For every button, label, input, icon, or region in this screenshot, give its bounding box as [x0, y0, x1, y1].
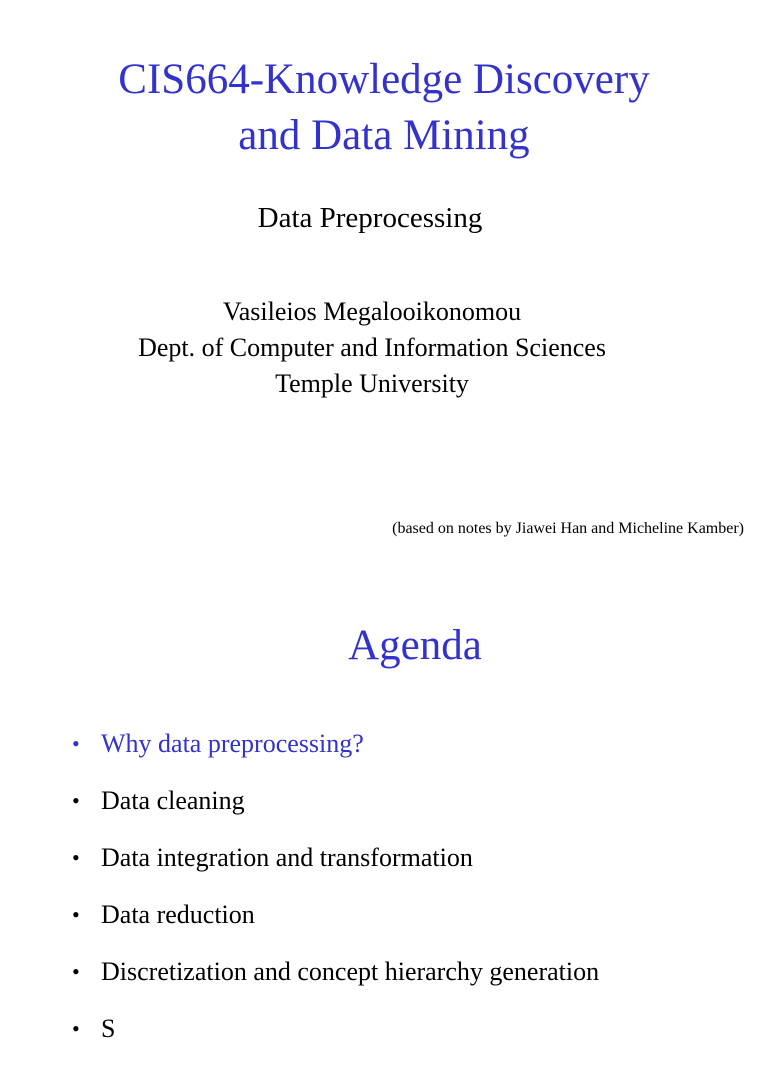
department-name: Dept. of Computer and Information Sciences: [138, 333, 606, 362]
agenda-item: [72, 1013, 599, 1070]
bullet-icon: •: [72, 1016, 80, 1041]
agenda-item: [72, 899, 599, 956]
agenda-item: [72, 956, 599, 1013]
agenda-list: [72, 728, 599, 1070]
agenda-title: Agenda: [348, 622, 482, 669]
bullet-icon: •: [72, 788, 80, 813]
bullet-icon: •: [72, 845, 80, 870]
agenda-item-label: Discretization and concept hierarchy generation: [101, 957, 600, 986]
agenda-item-label: Data integration and transformation: [101, 843, 473, 872]
agenda-item-label: Data reduction: [101, 900, 255, 929]
bullet-icon: •: [72, 731, 80, 756]
slide-subtitle: Data Preprocessing: [257, 202, 483, 234]
slide-title: [0, 52, 768, 164]
agenda-item: [72, 785, 599, 842]
agenda-item: [72, 842, 599, 899]
bullet-icon: •: [72, 902, 80, 927]
agenda-item-label: Why data preprocessing?: [101, 729, 364, 758]
agenda-item-label: S: [101, 1014, 116, 1043]
agenda-item-label: Data cleaning: [101, 786, 245, 815]
university-name: Temple University: [275, 369, 469, 398]
agenda-slide: [0, 590, 768, 1043]
title-line-2: and Data Mining: [238, 112, 530, 159]
author-name: Vasileios Megalooikonomou: [222, 297, 522, 326]
title-line-1: CIS664-Knowledge Discovery: [118, 56, 650, 103]
author-block: [0, 294, 744, 402]
agenda-item: [72, 728, 599, 785]
bullet-icon: •: [72, 959, 80, 984]
credit-note: (based on notes by Jiawei Han and Micheline Kamber): [392, 520, 744, 537]
